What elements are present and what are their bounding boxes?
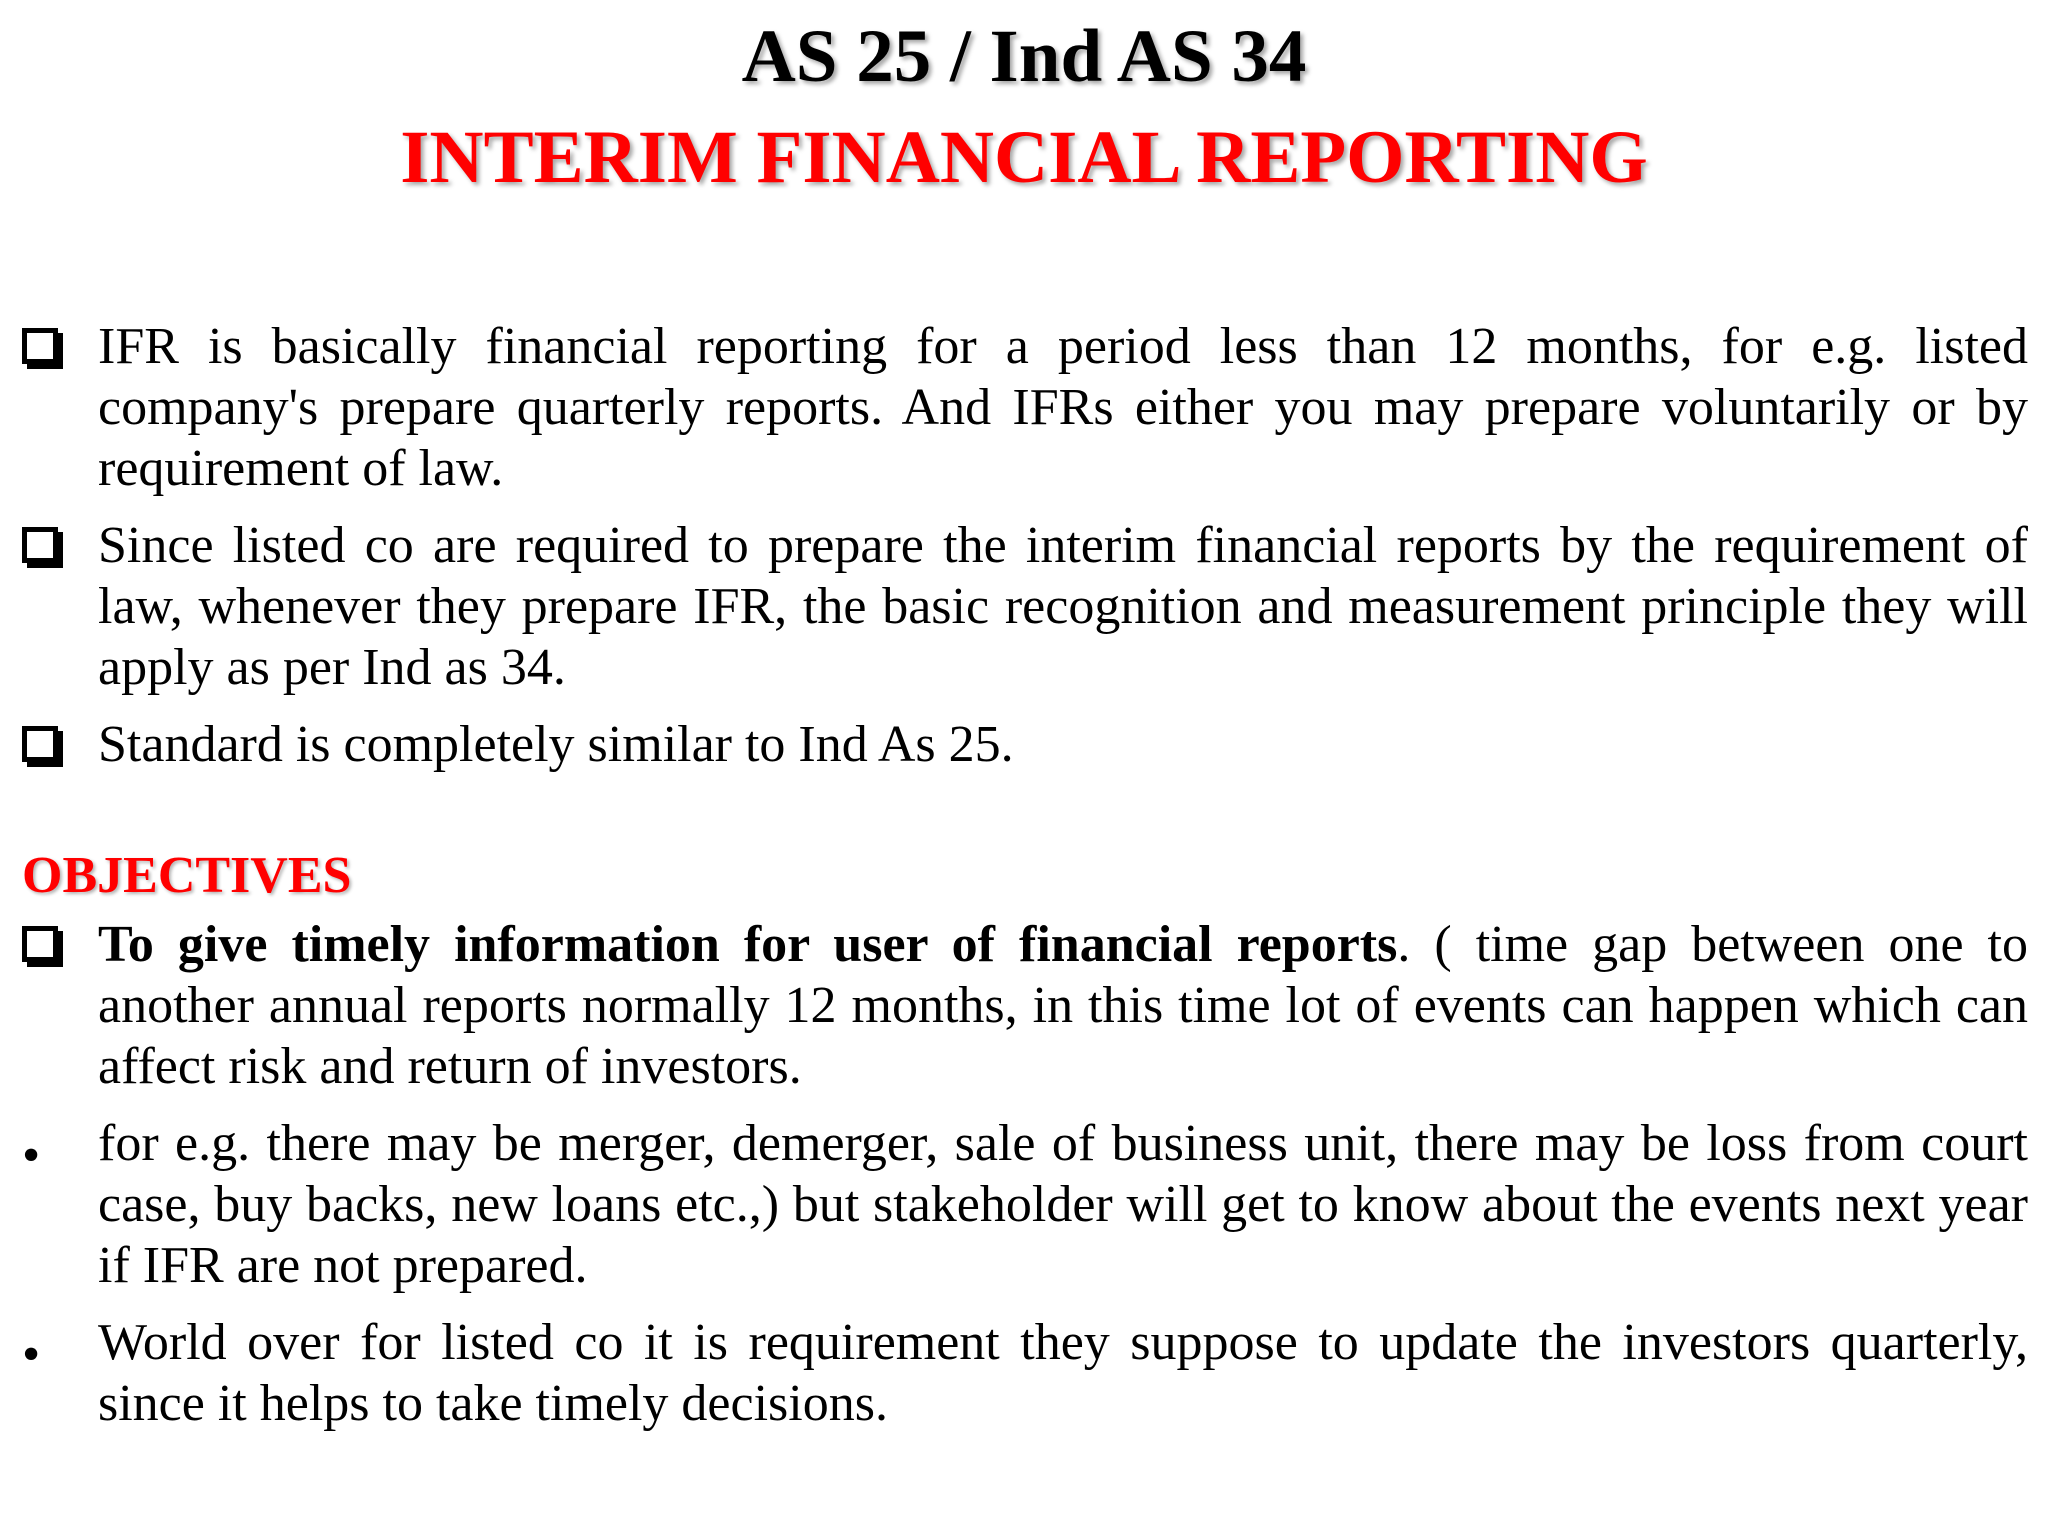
objective-bullet-text: World over for listed co it is requirement they suppose to update the investors quarterly, since it helps to take timely decisions. <box>98 1314 2028 1432</box>
objective-bullet-1 <box>22 1113 2028 1296</box>
slide-subtitle: INTERIM FINANCIAL REPORTING <box>400 116 1648 199</box>
objectives-heading: OBJECTIVES <box>22 847 352 904</box>
square-checkbox-icon <box>22 527 58 563</box>
bullet-dot-icon: • <box>22 1127 41 1184</box>
objective-rest-text: . ( time gap between one to another annual reports normally 12 months, in this time lot of events can happen which can affect risk and return of investors. <box>98 916 2029 1095</box>
intro-point-text: Standard is completely similar to Ind As 25. <box>98 716 1014 773</box>
objective-bold-text: To give timely information for user of financial reports <box>98 916 1398 973</box>
objective-main-point <box>22 914 2028 1097</box>
intro-point-1 <box>22 316 2028 499</box>
intro-point-text: Since listed co are required to prepare the interim financial reports by the requirement of law, whenever they prepare IFR, the basic recognition and measurement principle they will apply as per Ind as 34. <box>98 517 2028 696</box>
slide-content <box>22 316 2028 1450</box>
intro-point-2 <box>22 515 2028 698</box>
objective-bullet-text: for e.g. there may be merger, demerger, sale of business unit, there may be loss from court case, buy backs, new loans etc.,) but stakeholder will get to know about the events next year if IFR are not prepared. <box>98 1115 2028 1294</box>
bullet-dot-icon: • <box>22 1326 41 1383</box>
intro-point-3 <box>22 714 2028 775</box>
slide-title: AS 25 / Ind AS 34 <box>741 15 1307 98</box>
objective-bullet-2 <box>22 1312 2028 1434</box>
square-checkbox-icon <box>22 926 58 962</box>
square-checkbox-icon <box>22 726 58 762</box>
intro-point-text: IFR is basically financial reporting for a period less than 12 months, for e.g. listed company's prepare quarterly reports. And IFRs either you may prepare voluntarily or by requirement of law. <box>98 318 2028 497</box>
square-checkbox-icon <box>22 328 58 364</box>
